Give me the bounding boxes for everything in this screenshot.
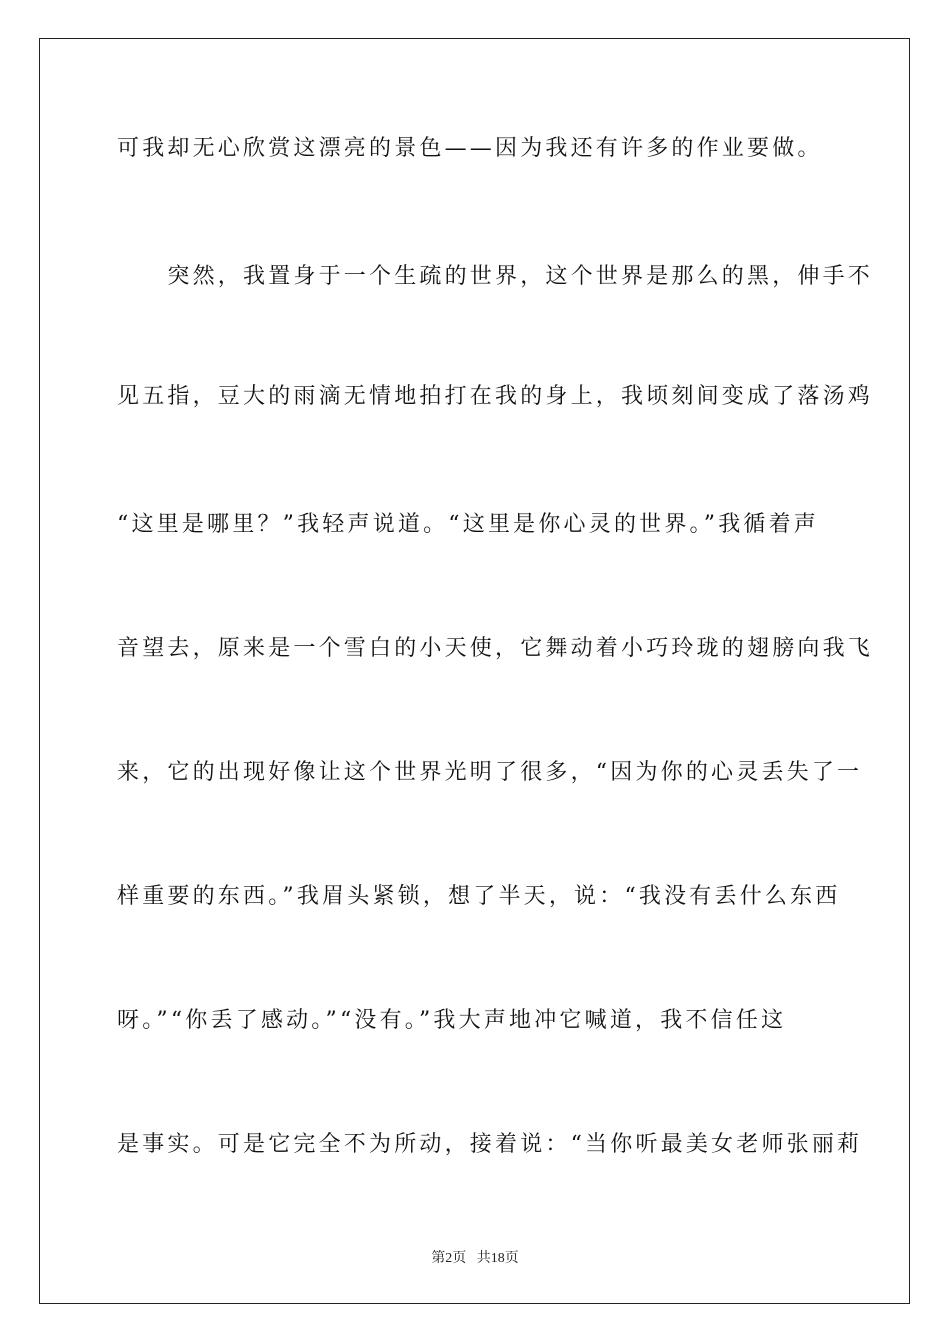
text-line-1: 可我却无心欣赏这漂亮的景色——因为我还有许多的作业要做。 <box>117 136 823 161</box>
text-line-9: 是事实。可是它完全不为所动，接着说：“当你听最美女老师张丽莉 <box>117 1132 863 1157</box>
text-line-7: 样重要的东西。”我眉头紧锁，想了半天，说：“我没有丢什么东西 <box>117 884 841 909</box>
page-number: 第2页 <box>431 1251 467 1266</box>
text-line-3: 见五指，豆大的雨滴无情地拍打在我的身上，我顷刻间变成了落汤鸡 <box>117 384 874 409</box>
text-line-8: 呀。”“你丢了感动。”“没有。”我大声地冲它喊道，我不信任这 <box>117 1008 787 1033</box>
text-line-5: 音望去，原来是一个雪白的小天使，它舞动着小巧玲珑的翅膀向我飞 <box>117 636 874 661</box>
page-border <box>39 38 910 1304</box>
page-total: 共18页 <box>476 1251 519 1266</box>
text-line-4: “这里是哪里？”我轻声说道。“这里是你心灵的世界。”我循着声 <box>117 512 819 537</box>
text-line-2: 突然，我置身于一个生疏的世界，这个世界是那么的黑，伸手不 <box>117 264 874 289</box>
page-footer <box>0 1247 950 1267</box>
text-line-6: 来，它的出现好像让这个世界光明了很多，“因为你的心灵丢失了一 <box>117 760 863 785</box>
